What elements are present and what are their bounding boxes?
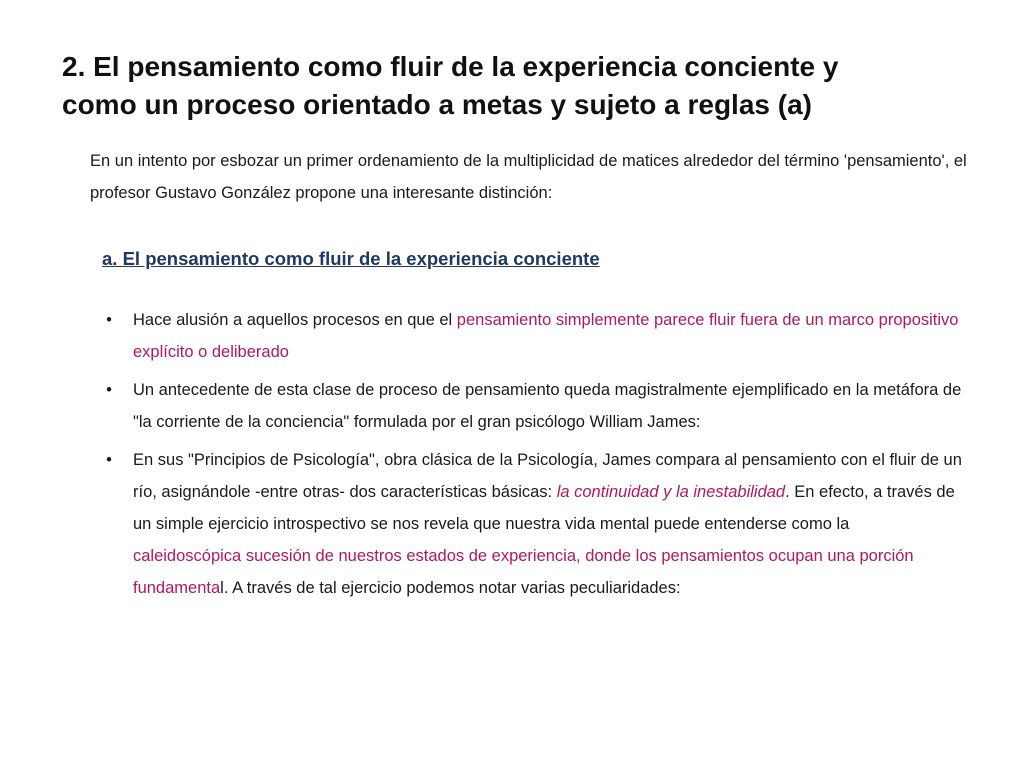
highlighted-text: pensamiento simplemente parece fluir fuera de un marco propositivo explícito o deliberado — [133, 311, 959, 361]
bullet-text: . En efecto, a través de un simple ejercicio introspectivo se nos revela que nuestra vida mental puede entenderse como la — [133, 483, 955, 533]
bullet-item-1 — [102, 304, 962, 368]
bullet-list — [102, 304, 962, 610]
highlighted-italic-text: la continuidad y la inestabilidad — [556, 483, 786, 501]
bullet-text: Un antecedente de esta clase de proceso de pensamiento queda magistralmente ejemplificado en la metáfora de "la corriente de la conciencia" formulada por el gran psicólogo William James: — [133, 381, 962, 431]
bullet-text: l. A través de tal ejercicio podemos notar varias peculiaridades: — [220, 579, 681, 597]
section-subheading: a. El pensamiento como fluir de la experiencia conciente — [102, 248, 600, 269]
slide-title-line-1: 2. El pensamiento como fluir de la experiencia conciente y — [62, 51, 839, 82]
bullet-marker: • — [106, 311, 112, 329]
slide-title — [62, 48, 982, 124]
intro-paragraph: En un intento por esbozar un primer ordenamiento de la multiplicidad de matices alrededor del término 'pensamiento', el profesor Gustavo González propone una interesante distinción: — [90, 152, 967, 202]
highlighted-text: caleidoscópica sucesión de nuestros estados de experiencia, donde los pensamientos ocupan una porción fundamenta — [133, 547, 914, 597]
bullet-text: En sus "Principios de Psicología", obra clásica de la Psicología, James compara al pensamiento con el fluir de un río, asignándole -entre otras- dos características básicas: — [133, 451, 962, 501]
bullet-item-2 — [102, 374, 962, 438]
bullet-item-3 — [102, 444, 962, 604]
slide-title-line-2: como un proceso orientado a metas y sujeto a reglas (a) — [62, 89, 812, 120]
bullet-text: Hace alusión a aquellos procesos en que el — [133, 311, 457, 329]
bullet-marker: • — [106, 451, 112, 469]
bullet-marker: • — [106, 381, 112, 399]
